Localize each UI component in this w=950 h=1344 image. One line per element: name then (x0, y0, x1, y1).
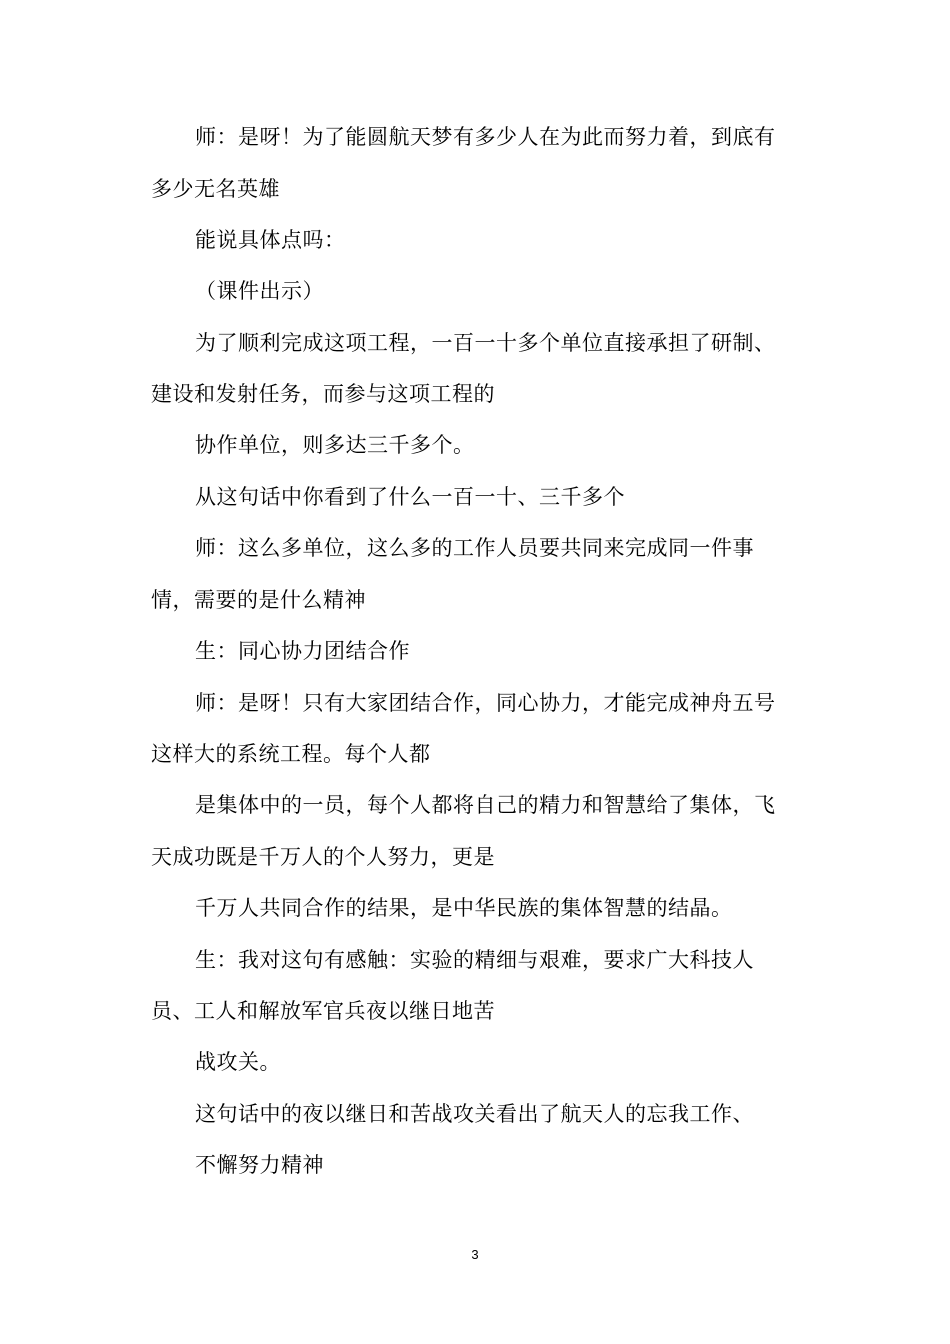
text-line-5: 为了顺利完成这项工程，一百一十多个单位直接承担了研制、 (195, 331, 776, 355)
text-line-16: 千万人共同合作的结果，是中华民族的集体智慧的结晶。 (195, 896, 733, 920)
text-line-3: 能说具体点吗： (195, 228, 346, 252)
text-line-18: 员、工人和解放军官兵夜以继日地苦 (151, 999, 495, 1023)
text-line-14: 是集体中的一员，每个人都将自己的精力和智慧给了集体，飞 (195, 793, 776, 817)
text-line-12: 师：是呀！只有大家团结合作，同心协力，才能完成神舟五号 (195, 691, 776, 715)
text-line-6: 建设和发射任务，而参与这项工程的 (151, 382, 495, 406)
text-line-1: 师：是呀！为了能圆航天梦有多少人在为此而努力着，到底有 (195, 125, 776, 149)
text-line-2: 多少无名英雄 (151, 177, 280, 201)
text-line-8: 从这句话中你看到了什么一百一十、三千多个 (195, 485, 625, 509)
text-line-10: 情，需要的是什么精神 (151, 588, 366, 612)
text-line-19: 战攻关。 (195, 1050, 281, 1074)
text-line-9: 师：这么多单位，这么多的工作人员要共同来完成同一件事 (195, 536, 754, 560)
text-line-4: （课件出示） (195, 279, 324, 303)
page-number: 3 (471, 1247, 479, 1262)
text-line-7: 协作单位，则多达三千多个。 (195, 433, 475, 457)
text-line-20: 这句话中的夜以继日和苦战攻关看出了航天人的忘我工作、 (195, 1102, 754, 1126)
text-line-15: 天成功既是千万人的个人努力，更是 (151, 845, 495, 869)
text-line-21: 不懈努力精神 (195, 1153, 324, 1177)
text-line-13: 这样大的系统工程。每个人都 (151, 742, 431, 766)
text-line-11: 生：同心协力团结合作 (195, 639, 410, 663)
text-line-17: 生：我对这句有感触：实验的精细与艰难，要求广大科技人 (195, 948, 754, 972)
